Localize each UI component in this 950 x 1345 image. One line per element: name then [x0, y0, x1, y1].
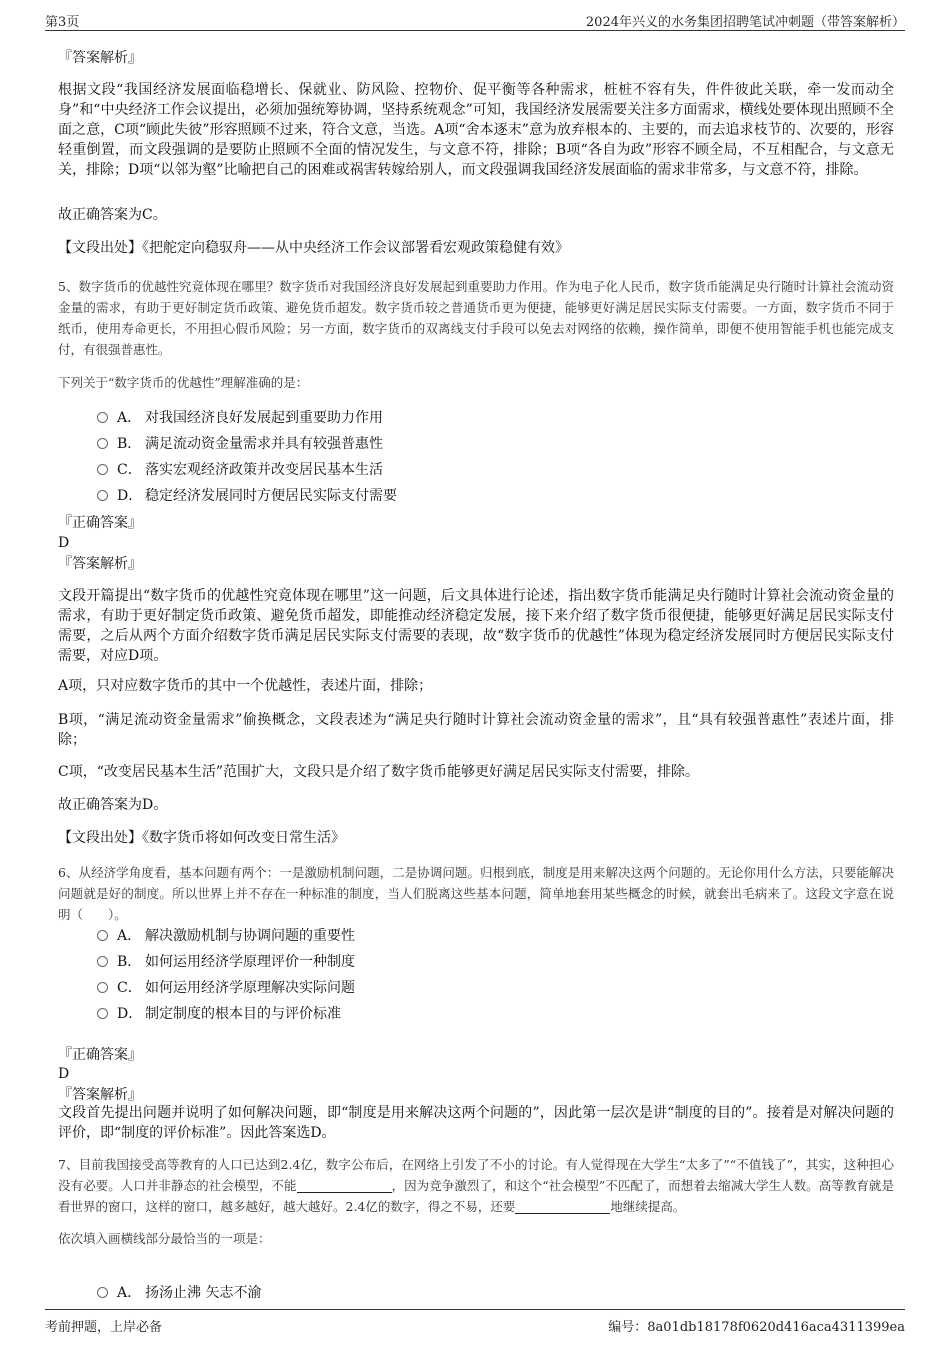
answer-analysis-heading: 『答案解析』	[58, 50, 142, 66]
analysis-option-a: A项，只对应数字货币的其中一个优越性，表述片面，排除；	[58, 678, 433, 694]
source-citation: 【文段出处】《把舵定向稳驭舟——从中央经济工作会议部署看宏观政策稳健有效》	[58, 240, 569, 256]
radio-icon[interactable]	[97, 464, 108, 475]
question-7-stem: 7、目前我国接受高等教育的人口已达到2.4亿，数字公布后，在网络上引发了不小的讨论。有人觉得现在大学生“太多了”“不值钱了”，其实，这种担心没有必要。人口并非静态的社会模型，不能 ，因为竞争激烈了，和这个“社会模型”不匹配了，而想着去缩减大学生人数。高等教育就是看世界的窗口，这样的窗口，越多越好，越大越好。2.4亿的数字，得之不易，还要 地继续提高。	[58, 1157, 894, 1214]
radio-icon[interactable]	[97, 956, 108, 967]
analysis-paragraph: 文段开篇提出“数字货币的优越性究竟体现在哪里”这一问题，后文具体进行论述，指出数字货币能满足央行随时计算社会流动资金量的需求，有助于更好制定货币政策、避免货币超发，即能推动经济稳定发展，接下来介绍了数字货币很便捷，能够更好满足居民实际支付需要，之后从两个方面介绍数字货币满足居民实际支付需要的表现，故“数字货币的优越性”体现为稳定经济发展同时方便居民实际支付需要，对应D项。	[58, 588, 894, 664]
answer-analysis-heading: 『答案解析』	[58, 1087, 142, 1103]
fill-blank-1	[297, 1178, 392, 1193]
footer-slogan: 考前押题，上岸必备	[45, 1320, 163, 1335]
radio-icon[interactable]	[97, 412, 108, 423]
question-5-stem: 5、数字货币的优越性究竟体现在哪里？数字货币对我国经济良好发展起到重要助力作用。作为电子化人民币，数字货币能满足央行随时计算社会流动资金量的需求，有助于更好制定货币政策、避免货币超发。数字货币较之普通货币更为便捷，能够更好满足居民实际支付需要。一方面，数字货币不同于纸币，使用寿命更长，不用担心假币风险；另一方面，数字货币的双离线支付手段可以免去对网络的依赖，操作简单，即便不使用智能手机也能完成支付，有很强普惠性。	[58, 279, 894, 357]
question-5-prompt: 下列关于“数字货币的优越性”理解准确的是：	[58, 375, 309, 390]
analysis-paragraph: 文段首先提出问题并说明了如何解决问题，即“制度是用来解决这两个问题的”，因此第一层次是讲“制度的目的”。接着是对解决问题的评价，即“制度的评价标准”。因此答案选D。	[58, 1105, 894, 1141]
question-6-stem: 6、从经济学角度看，基本问题有两个：一是激励机制问题，二是协调问题。归根到底，制度是用来解决这两个问题的。无论你用什么方法，只要能解决问题就是好的制度。所以世界上并不存在一种标准的制度，当人们脱离这些基本问题，简单地套用某些概念的时候，就套出毛病来了。这段文字意在说明（ ）。	[58, 865, 894, 922]
page-number: 第3页	[45, 15, 80, 30]
q5-option-c[interactable]: C． 落实宏观经济政策并改变居民基本生活	[97, 460, 383, 480]
conclusion-text: 故正确答案为D。	[58, 797, 168, 813]
conclusion-text: 故正确答案为C。	[58, 207, 167, 223]
question-7-prompt: 依次填入画横线部分最恰当的一项是：	[58, 1231, 271, 1246]
analysis-option-b: B项，“满足流动资金量需求”偷换概念，文段表述为“满足央行随时计算社会流动资金量的需求”，且“具有较强普惠性”表述片面，排除；	[58, 712, 894, 748]
fill-blank-2	[515, 1199, 610, 1214]
q6-option-b[interactable]: B． 如何运用经济学原理评价一种制度	[97, 952, 355, 972]
analysis-paragraph: 根据文段“我国经济发展面临稳增长、保就业、防风险、控物价、促平衡等各种需求，桩桩不容有失，件件彼此关联，牵一发而动全身”和“中央经济工作会议提出，必须加强统筹协调，坚持系统观念”可知，我国经济发展需要关注多方面需求，横线处要体现出照顾不全面之意，C项“顾此失彼”形容照顾不过来，符合文意，当选。A项“舍本逐末”意为放弃根本的、主要的，而去追求枝节的、次要的，形容轻重倒置，而文段强调的是要防止照顾不全面的情况发生，与文意不符，排除；B项“各自为政”形容不顾全局，不互相配合，与文意无关，排除；D项“以邻为壑”比喻把自己的困难或祸害转嫁给别人，而文段强调我国经济发展面临的需求非常多，与文意不符，排除。	[58, 82, 894, 178]
page-footer	[45, 1309, 905, 1340]
radio-icon[interactable]	[97, 982, 108, 993]
answer-analysis-heading: 『答案解析』	[58, 556, 142, 572]
q6-option-a[interactable]: A． 解决激励机制与协调问题的重要性	[97, 926, 355, 946]
page-header	[45, 8, 905, 31]
analysis-option-c: C项，“改变居民基本生活”范围扩大，文段只是介绍了数字货币能够更好满足居民实际支付需要，排除。	[58, 764, 700, 780]
q5-option-b[interactable]: B． 满足流动资金量需求并具有较强普惠性	[97, 434, 383, 454]
radio-icon[interactable]	[97, 930, 108, 941]
q5-option-a[interactable]: A． 对我国经济良好发展起到重要助力作用	[97, 408, 383, 428]
q5-option-d[interactable]: D． 稳定经济发展同时方便居民实际支付需要	[97, 486, 397, 506]
document-id: 编号：8a01db18178f0620d416aca4311399ea	[608, 1320, 905, 1335]
q6-option-d[interactable]: D． 制定制度的根本目的与评价标准	[97, 1004, 341, 1024]
correct-answer-value: D	[58, 1066, 70, 1082]
document-title: 2024年兴义的水务集团招聘笔试冲刺题（带答案解析）	[585, 15, 905, 30]
radio-icon[interactable]	[97, 438, 108, 449]
radio-icon[interactable]	[97, 1287, 108, 1298]
radio-icon[interactable]	[97, 1008, 108, 1019]
correct-answer-value: D	[58, 535, 70, 551]
q6-option-c[interactable]: C． 如何运用经济学原理解决实际问题	[97, 978, 355, 998]
correct-answer-heading: 『正确答案』	[58, 1047, 142, 1063]
correct-answer-heading: 『正确答案』	[58, 515, 142, 531]
radio-icon[interactable]	[97, 490, 108, 501]
source-citation: 【文段出处】《数字货币将如何改变日常生活》	[58, 830, 345, 846]
q7-option-a[interactable]: A． 扬汤止沸 矢志不渝	[97, 1283, 261, 1303]
